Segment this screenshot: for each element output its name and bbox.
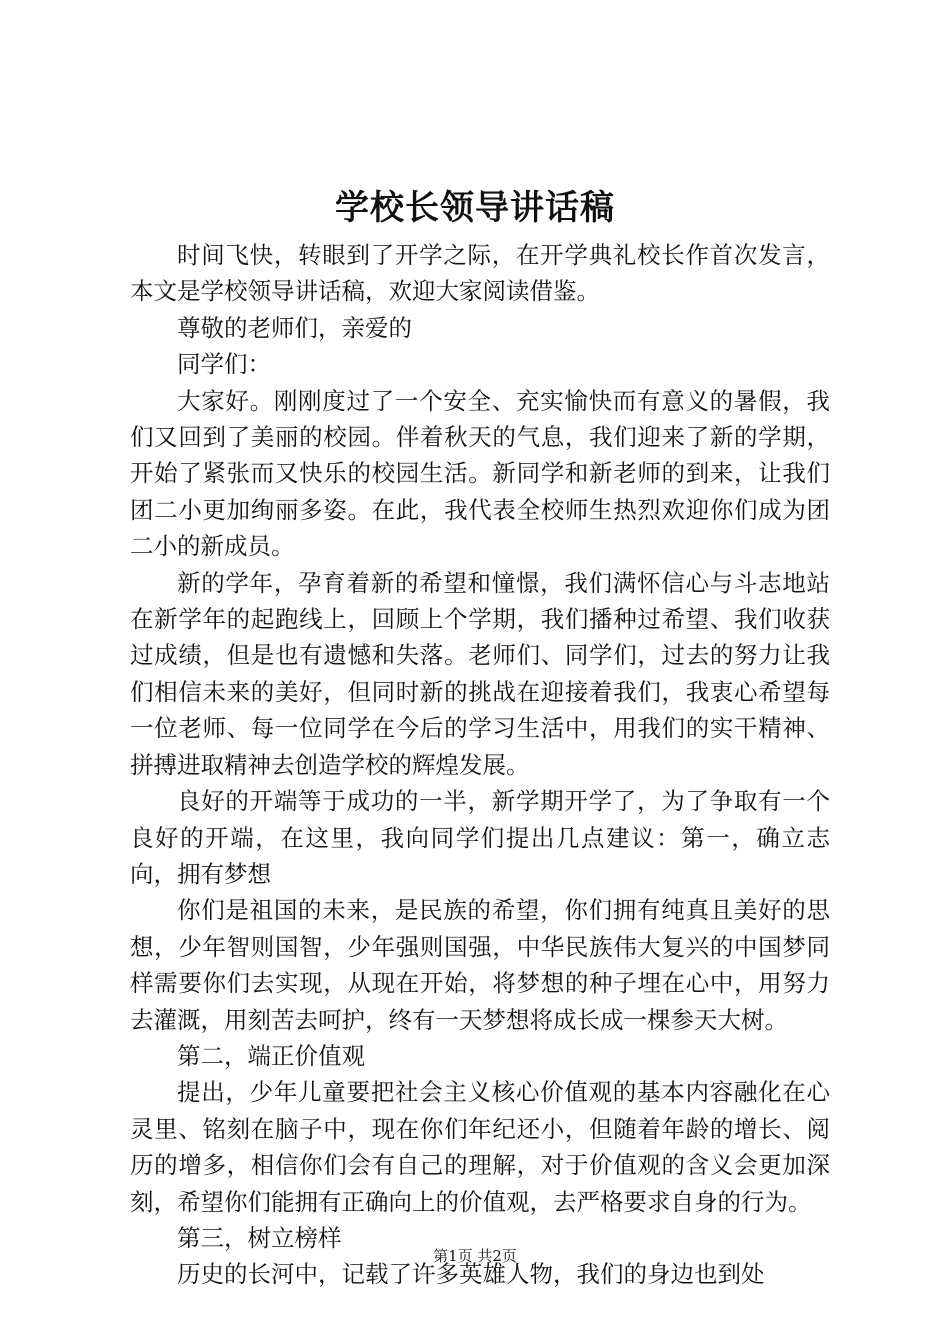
paragraph-new-year: 新的学年，孕育着新的希望和憧憬，我们满怀信心与斗志地站在新学年的起跑线上，回顾上个学期，我们播种过希望、我们收获过成绩，但是也有遗憾和失落。老师们、同学们，过去的努力让我们相信未来的美好，但同时新的挑战在迎接着我们，我衷心希望每一位老师、每一位同学在今后的学习生活中，用我们的实干精神、拼搏进取精神去创造学校的辉煌发展。	[130, 568, 830, 779]
paragraph-salutation-cont: 同学们：	[177, 350, 271, 379]
paragraph-suggestions: 良好的开端等于成功的一半，新学期开学了，为了争取有一个良好的开端，在这里，我向同学们提出几点建议：第一，确立志向，拥有梦想	[130, 787, 830, 888]
paragraph-models: 历史的长河中，记载了许多英雄人物，我们的身边也到处	[177, 1260, 765, 1289]
paragraph-salutation: 尊敬的老师们，亲爱的	[177, 313, 412, 342]
paragraph-heading-values: 第二，端正价值观	[177, 1041, 365, 1070]
paragraph-heading-models: 第三，树立榜样	[177, 1223, 342, 1252]
paragraph-greeting: 大家好。刚刚度过了一个安全、充实愉快而有意义的暑假，我们又回到了美丽的校园。伴着秋天的气息，我们迎来了新的学期，开始了紧张而又快乐的校园生活。新同学和新老师的到来，让我们团二小更加绚丽多姿。在此，我代表全校师生热烈欢迎你们成为团二小的新成员。	[130, 386, 830, 561]
document-body	[130, 237, 830, 1293]
page-footer: 第1页 共2页	[433, 1247, 517, 1265]
paragraph-dreams: 你们是祖国的未来，是民族的希望，你们拥有纯真且美好的思想，少年智则国智，少年强则国强，中华民族伟大复兴的中国梦同样需要你们去实现，从现在开始，将梦想的种子埋在心中，用努力去灌溉，用刻苦去呵护，终有一天梦想将成长成一棵参天大树。	[130, 896, 830, 1034]
paragraph-values: 提出，少年儿童要把社会主义核心价值观的基本内容融化在心灵里、铭刻在脑子中，现在你们年纪还小，但随着年龄的增长、阅历的增多，相信你们会有自己的理解，对于价值观的含义会更加深刻，希望你们能拥有正确向上的价值观，去严格要求自身的行为。	[130, 1078, 830, 1216]
paragraph-intro: 时间飞快，转眼到了开学之际，在开学典礼校长作首次发言，本文是学校领导讲话稿，欢迎大家阅读借鉴。	[130, 241, 830, 306]
document-title: 学校长领导讲话稿	[335, 188, 615, 228]
